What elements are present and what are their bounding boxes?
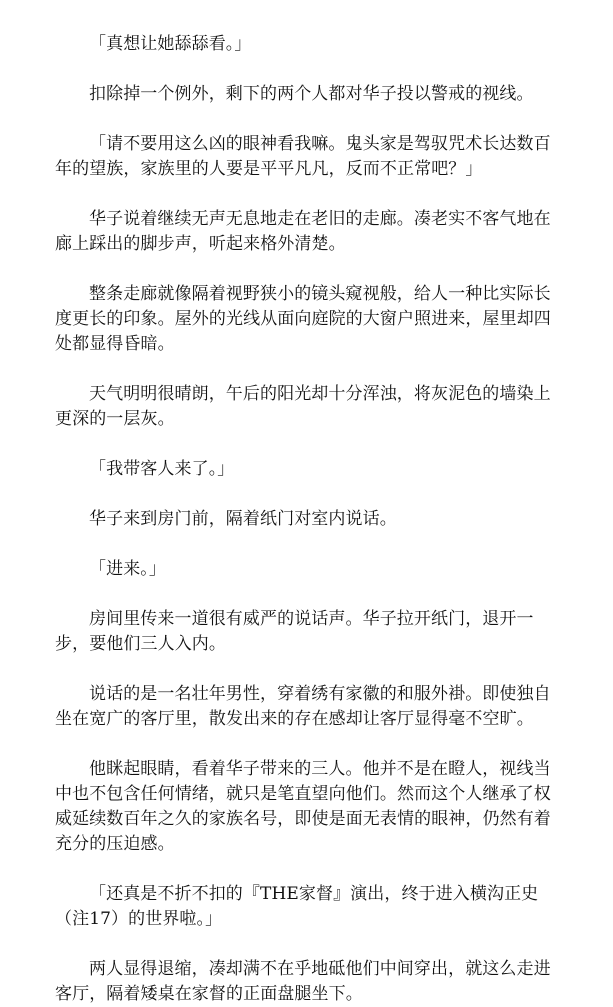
paragraph: 「我带客人来了。」 xyxy=(89,459,235,479)
paragraph: 整条走廊就像隔着视野狭小的镜头窥视般，给人一种比实际长度更长的印象。屋外的光线从面向庭院的大窗户照进来，屋里却四处都显得昏暗。 xyxy=(55,284,551,354)
paragraph: 房间里传来一道很有威严的说话声。华子拉开纸门，退开一步，要他们三人入内。 xyxy=(55,609,534,654)
paragraph: 「真想让她舔舔看。」 xyxy=(89,34,252,54)
document-page xyxy=(55,32,558,1007)
paragraph: 扣除掉一个例外，剩下的两个人都对华子投以警戒的视线。 xyxy=(89,84,534,104)
paragraph: 华子来到房门前，隔着纸门对室内说话。 xyxy=(89,509,397,529)
paragraph: 说话的是一名壮年男性，穿着绣有家徽的和服外褂。即使独自坐在宽广的客厅里，散发出来的存在感却让客厅显得毫不空旷。 xyxy=(55,684,551,729)
paragraph: 「还真是不折不扣的『THE家督』演出，终于进入横沟正史（注17）的世界啦。」 xyxy=(55,884,539,929)
paragraph: 华子说着继续无声无息地走在老旧的走廊。凑老实不客气地在廊上踩出的脚步声，听起来格外清楚。 xyxy=(55,209,551,254)
paragraph: 他眯起眼睛，看着华子带来的三人。他并不是在瞪人，视线当中也不包含任何情绪，就只是笔直望向他们。然而这个人继承了权威延续数百年之久的家族名号，即使是面无表情的眼神，仍然有着充分的压迫感。 xyxy=(55,759,551,854)
paragraph: 两人显得退缩，凑却满不在乎地砥他们中间穿出，就这么走进客厅，隔着矮桌在家督的正面盘腿坐下。 xyxy=(55,959,551,1004)
paragraph: 「请不要用这么凶的眼神看我嘛。鬼头家是驾驭咒术长达数百年的望族，家族里的人要是平平凡凡，反而不正常吧？」 xyxy=(55,134,551,179)
paragraph: 「进来。」 xyxy=(89,559,166,579)
paragraph: 天气明明很晴朗，午后的阳光却十分浑浊，将灰泥色的墙染上更深的一层灰。 xyxy=(55,384,551,429)
